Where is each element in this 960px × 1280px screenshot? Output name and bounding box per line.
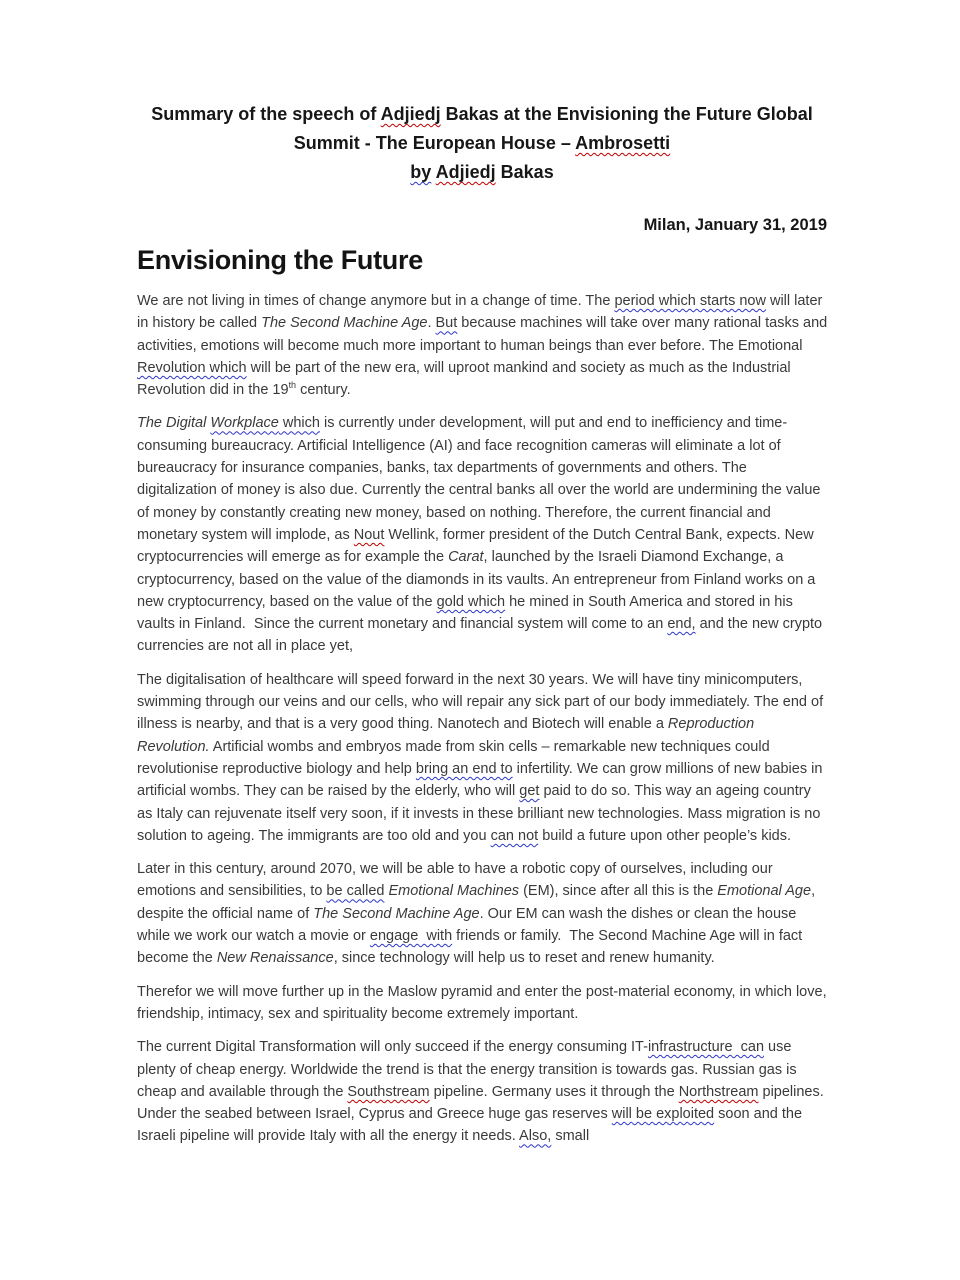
text-run: infertility. We can grow millions of new babies in artificial wombs. They can be raised by the elderly, who will bbox=[137, 760, 827, 800]
text-run: Summit - The European House – bbox=[293, 133, 576, 153]
paragraph bbox=[137, 858, 829, 969]
text-run: , since technology will help us to reset and renew humanity. bbox=[333, 950, 715, 967]
paragraph bbox=[137, 290, 832, 401]
text-run: soon and the Israeli pipeline will provide Italy with all the energy it needs. bbox=[137, 1106, 807, 1145]
text-run: The digitalisation of healthcare will speed forward in the next 30 years. We will have tiny minicomputers, swimming through our veins and our cells, who will repair any sick part of our body immediately. The end of illness is nearby, and that is a very good thing. Nanotech and Biotech will enable a bbox=[137, 671, 828, 733]
text-run: Adjiedj bbox=[380, 104, 441, 124]
text-run: bring an end to bbox=[415, 760, 513, 777]
text-run: pipelines. Under the seabed between Israel, Cyprus and Greece huge gas reserves bbox=[137, 1083, 828, 1123]
text-run: The Second Machine Age bbox=[313, 905, 480, 922]
text-run: end, bbox=[667, 616, 696, 633]
text-run: th bbox=[288, 380, 297, 391]
text-run: Later in this century, around 2070, we will be able to have a robotic copy of ourselves, including our emotions and sensibilities, to bbox=[137, 861, 777, 900]
text-run: Nout bbox=[353, 526, 385, 543]
text-run: can not bbox=[490, 827, 539, 844]
text-run: , launched by the Israeli Diamond Exchange, a cryptocurrency, based on the value of the diamonds in its vaults. An entrepreneur from Finland works on a new cryptocurrency, based on the value of the bbox=[137, 549, 820, 610]
text-run: Emotional Age bbox=[717, 883, 812, 900]
text-run: gold which bbox=[436, 593, 506, 610]
text-run: Emotional Machines bbox=[388, 883, 520, 900]
text-run: New Renaissance bbox=[216, 950, 334, 967]
text-run: . Our EM can wash the dishes or clean the house while we work our watch a movie or bbox=[137, 905, 801, 945]
text-run: pipeline. Germany uses it through the bbox=[429, 1083, 679, 1100]
text-run: Therefor we will move further up in the Maslow pyramid and enter the post-material economy, in which love, friendship, intimacy, sex and spirituality become extremely important. bbox=[137, 983, 831, 1022]
text-run: he mined in South America and stored in his vaults in Finland. Since the current monetary and financial system will come to an bbox=[137, 593, 797, 633]
text-run: get bbox=[519, 783, 540, 800]
text-run: will be part of the new era, will uproot mankind and society as much as the Industrial Revolution did in the 19 bbox=[137, 359, 795, 399]
text-run: Bakas at the Envisioning the Future Global bbox=[440, 104, 813, 124]
title-line bbox=[137, 158, 827, 187]
text-run: Workplace bbox=[210, 415, 279, 432]
text-run: Revolution which bbox=[137, 359, 247, 376]
text-run: Northstream bbox=[678, 1083, 759, 1100]
text-run: Summary of the speech of bbox=[151, 104, 381, 124]
text-run: because machines will take over many rational tasks and activities, emotions will become much more important to human beings than ever before. The Emotional bbox=[137, 315, 832, 354]
text-run: use plenty of cheap energy. Worldwide the trend is that the energy transition is towards gas. Russian gas is cheap and available through the bbox=[137, 1039, 801, 1100]
text-run: paid to do so. This way an ageing country as Italy can rejuvenate itself very soon, if it invests in these brilliant new technologies. Mass migration is no solution to ageing. The immigrants are too old and you bbox=[137, 783, 825, 844]
paragraph bbox=[137, 1036, 829, 1147]
text-run: be called bbox=[326, 883, 385, 900]
text-run: Carat bbox=[448, 549, 484, 566]
text-run: build a future upon other people’s kids. bbox=[538, 827, 792, 844]
text-run: We are not living in times of change anymore but in a change of time. The bbox=[137, 293, 615, 309]
text-run: The Digital bbox=[137, 415, 211, 432]
text-run: Bakas bbox=[495, 162, 554, 182]
text-run: infrastructure can bbox=[647, 1039, 765, 1056]
text-run: The Second Machine Age bbox=[261, 315, 428, 332]
text-run: and the new crypto currencies are not all in place yet, bbox=[137, 616, 827, 655]
text-run: will later in history be called bbox=[137, 293, 827, 332]
text-run: (EM), since after all this is the bbox=[519, 883, 718, 900]
title-line bbox=[137, 129, 827, 158]
dateline: Milan, January 31, 2019 bbox=[643, 216, 827, 234]
text-run: small bbox=[551, 1128, 590, 1145]
text-run: which bbox=[278, 415, 320, 432]
section-heading: Envisioning the Future bbox=[137, 245, 423, 275]
text-run: friends or family. The Second Machine Age will in fact become the bbox=[137, 928, 807, 967]
paragraph bbox=[137, 981, 829, 1026]
text-run: Ambrosetti bbox=[575, 133, 671, 153]
text-run: . bbox=[427, 315, 436, 332]
text-run: will be exploited bbox=[611, 1106, 715, 1123]
text-run: period which starts now bbox=[614, 293, 766, 309]
text-run: But bbox=[435, 315, 458, 332]
text-run: Southstream bbox=[347, 1083, 430, 1100]
text-run: engage with bbox=[369, 928, 453, 945]
text-run: Artificial wombs and embryos made from skin cells – remarkable new techniques could revolutionise reproductive biology and help bbox=[137, 738, 774, 777]
document-body bbox=[137, 290, 832, 1148]
paragraph bbox=[137, 669, 829, 847]
text-run: The current Digital Transformation will only succeed if the energy consuming IT- bbox=[137, 1039, 648, 1056]
document-title bbox=[137, 100, 827, 187]
text-run: Reproduction Revolution. bbox=[137, 716, 759, 755]
text-run: Wellink, former president of the Dutch Central Bank, expects. New cryptocurrencies will emerge as for example the bbox=[137, 526, 818, 566]
text-run: is currently under development, will put and end to inefficiency and time-consuming bureaucracy. Artificial Intelligence (AI) and face recognition cameras will eliminate a lot of bureaucracy for insurance companies, banks, tax departments of governments and others. The digitalization of money is also due. Currently the central banks all over the world are undermining the value of money by constantly creating new money, based on nothing. Therefore, the current financial and monetary system will implode, as bbox=[137, 415, 825, 543]
text-run: Adjiedj bbox=[435, 162, 496, 182]
text-run: by bbox=[410, 162, 432, 182]
title-line bbox=[137, 100, 827, 129]
paragraph bbox=[137, 412, 829, 657]
text-run: Also, bbox=[519, 1128, 552, 1145]
text-run: , despite the official name of bbox=[137, 883, 820, 922]
text-run: century. bbox=[296, 382, 351, 399]
